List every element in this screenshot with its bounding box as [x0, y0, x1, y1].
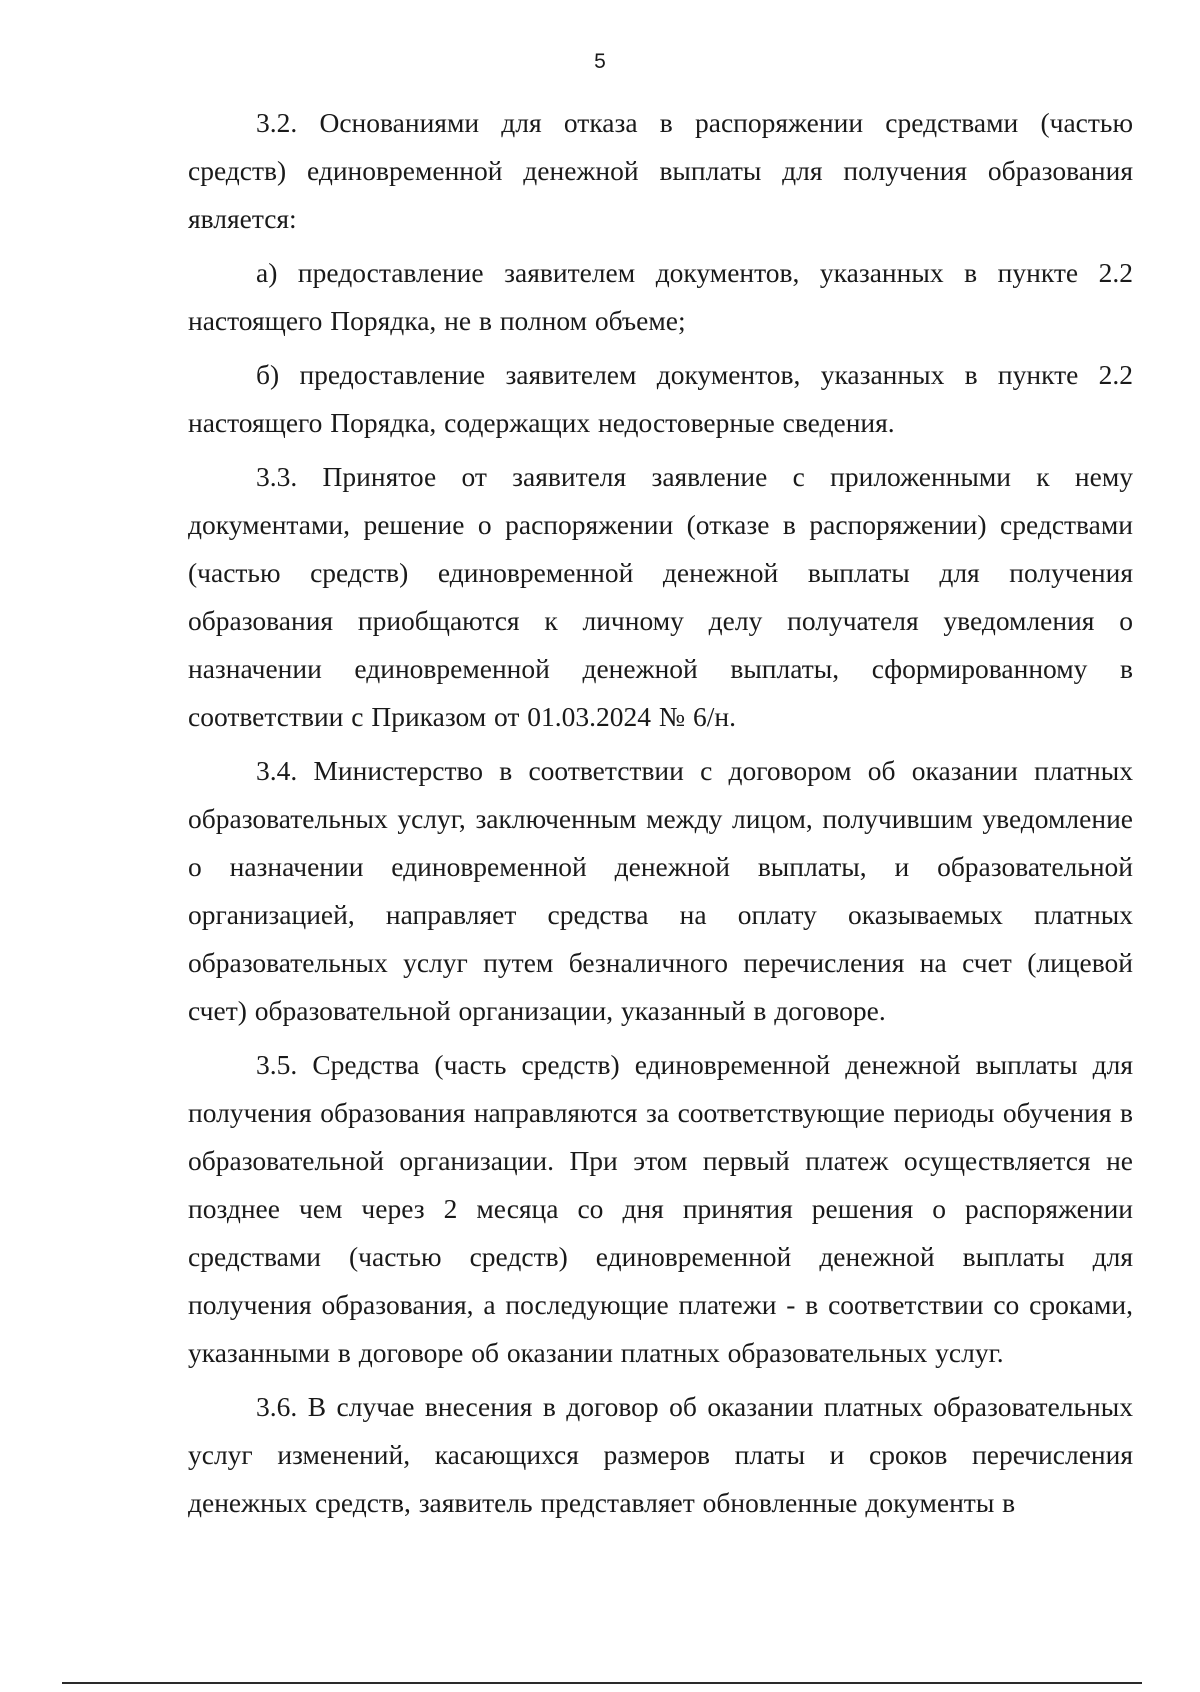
paragraph-3-6: 3.6. В случае внесения в договор об оказании платных образовательных услуг изменений, касающихся размеров платы и сроков перечисления денежных средств, заявитель представляет обновленные документы в	[188, 1391, 1133, 1518]
paragraph-3-2-a: а) предоставление заявителем документов, указанных в пункте 2.2 настоящего Порядка, не в полном объеме;	[188, 257, 1133, 336]
paragraph-3-4: 3.4. Министерство в соответствии с договором об оказании платных образовательных услуг, заключенным между лицом, получившим уведомление о назначении единовременной денежной выплаты, и образовательной организацией, направляет средства на оплату оказываемых платных образовательных услуг путем безналичного перечисления на счет (лицевой счет) образовательной организации, указанный в договоре.	[188, 755, 1133, 1026]
paragraph-3-2: 3.2. Основаниями для отказа в распоряжении средствами (частью средств) единовременной денежной выплаты для получения образования является:	[188, 107, 1133, 234]
paragraph-3-5: 3.5. Средства (часть средств) единовременной денежной выплаты для получения образования направляются за соответствующие периоды обучения в образовательной организации. При этом первый платеж осуществляется не позднее чем через 2 месяца со дня принятия решения о распоряжении средствами (частью средств) единовременной денежной выплаты для получения образования, а последующие платежи - в соответствии со сроками, указанными в договоре об оказании платных образовательных услуг.	[188, 1049, 1133, 1368]
page-number: 5	[594, 50, 606, 73]
paragraph-3-2-b: б) предоставление заявителем документов, указанных в пункте 2.2 настоящего Порядка, содержащих недостоверные сведения.	[188, 359, 1133, 438]
scan-bottom-edge	[62, 1682, 1142, 1684]
paragraph-3-3: 3.3. Принятое от заявителя заявление с приложенными к нему документами, решение о распоряжении (отказе в распоряжении) средствами (частью средств) единовременной денежной выплаты для получения образования приобщаются к личному делу получателя уведомления о назначении единовременной денежной выплаты, сформированному в соответствии с Приказом от 01.03.2024 № 6/н.	[188, 461, 1133, 732]
document-body	[188, 99, 1133, 1533]
